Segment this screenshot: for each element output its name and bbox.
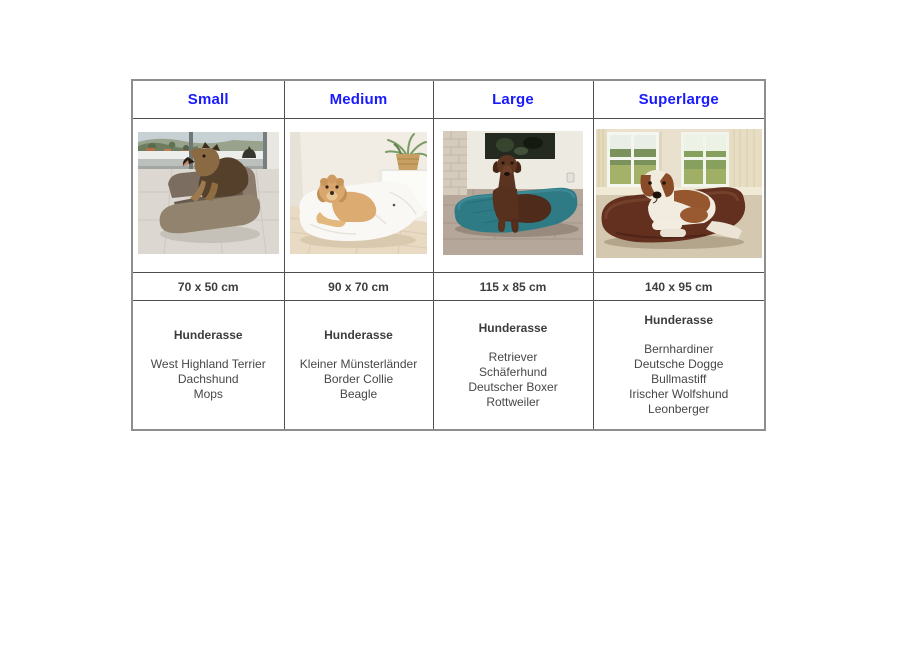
dog-bed-size-table (131, 79, 766, 431)
column-header-medium: Medium (284, 80, 433, 119)
breeds-cell-superlarge (593, 301, 765, 431)
photo-illustration-superlarge (596, 129, 762, 258)
breed-item: Irischer Wolfshund (629, 387, 729, 401)
breed-item: Mops (193, 387, 223, 401)
breed-heading-medium: Hunderasse (324, 328, 393, 342)
column-header-large: Large (433, 80, 593, 119)
photo-cell-large (433, 119, 593, 273)
photo-cell-medium (284, 119, 433, 273)
size-value-large: 115 x 85 cm (433, 273, 593, 301)
size-value-medium: 90 x 70 cm (284, 273, 433, 301)
column-header-superlarge: Superlarge (593, 80, 765, 119)
photo-illustration-medium (290, 132, 427, 254)
breed-item: Dachshund (177, 372, 239, 386)
photo-illustration-small (138, 132, 279, 254)
breed-item: Bernhardiner (644, 342, 714, 356)
breed-list-medium (285, 357, 433, 402)
breeds-cell-medium (284, 301, 433, 431)
photo-illustration-large (443, 131, 583, 255)
breed-heading-superlarge: Hunderasse (644, 313, 714, 327)
breed-item: Deutsche Dogge (634, 357, 724, 371)
breed-list-superlarge (594, 342, 765, 417)
breed-item: Rottweiler (486, 394, 540, 409)
column-header-small: Small (132, 80, 284, 119)
breeds-cell-small (132, 301, 284, 431)
breed-item: Bullmastiff (651, 372, 707, 386)
breeds-cell-large (433, 301, 593, 431)
photo-cell-small (132, 119, 284, 273)
breed-item: Border Collie (323, 372, 394, 386)
photo-row (132, 119, 765, 273)
breed-item: Beagle (339, 387, 378, 401)
breed-item: Retriever (488, 349, 538, 364)
size-value-superlarge: 140 x 95 cm (593, 273, 765, 301)
breed-item: Leonberger (648, 402, 710, 416)
breed-list-large (434, 350, 593, 410)
product-photo-medium (290, 132, 427, 254)
breed-item: West Highland Terrier (150, 357, 266, 371)
breed-heading-small: Hunderasse (173, 328, 243, 342)
breeds-row (132, 301, 765, 431)
photo-cell-superlarge (593, 119, 765, 273)
breed-item: Deutscher Boxer (468, 379, 558, 394)
product-photo-superlarge (596, 129, 762, 258)
product-photo-large (443, 131, 583, 255)
breed-list-small (133, 357, 284, 402)
header-row (132, 80, 765, 119)
size-value-small: 70 x 50 cm (132, 273, 284, 301)
product-photo-small (138, 132, 279, 254)
size-row (132, 273, 765, 301)
breed-heading-large: Hunderasse (478, 320, 548, 335)
breed-item: Schäferhund (478, 364, 548, 379)
breed-item: Kleiner Münsterländer (299, 357, 418, 371)
